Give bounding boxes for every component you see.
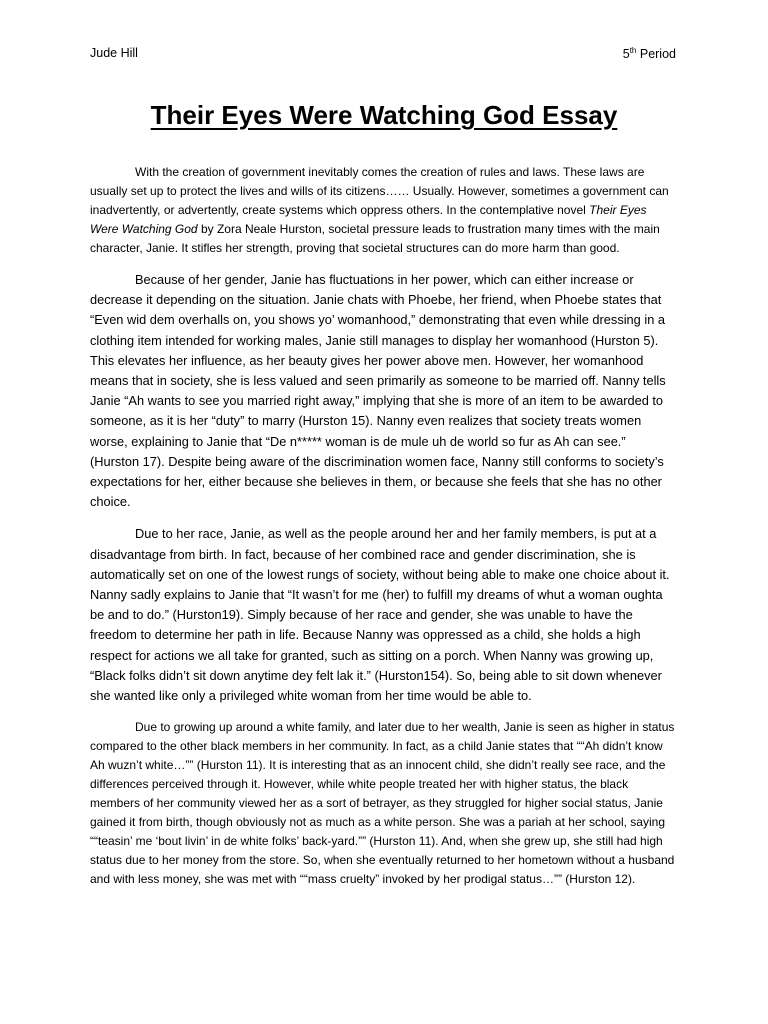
paragraph-text: With the creation of government inevitably comes the creation of rules and laws. These laws are usually set up to protect the lives and wills of its citizens…… Usually. However, sometimes a government can inadvertently, or advertently, create systems which oppress others. In the contemplative novel	[90, 165, 669, 217]
paragraph-text: by Zora Neale Hurston, societal pressure leads to frustration many times with the main character, Janie. It stifles her strength, proving that societal structures can do more harm than good.	[90, 222, 660, 255]
book-title-italic: Their Eyes Were Watching God	[90, 203, 647, 236]
paragraph-text: Due to her race, Janie, as well as the people around her and her family members, is put at a disadvantage from birth. In fact, because of her combined race and gender discrimination, she is automatically set on one of the lowest rungs of society, without being able to make one choice about it. Nanny sadly explains to Janie that “It wasn’t for me (her) to fulfill my dreams of whut a woman oughta be and to do.” (Hurston19). Simply because of her race and gender, she was unable to have the freedom to determine her path in life. Because Nanny was oppressed as a child, she holds a high respect for actions we all take for granted, such as sitting on a porch. When Nanny was growing up, “Black folks didn’t sit down anytime dey felt lak it.” (Hurston154). So, being able to sit down whenever she wanted like only a privileged white woman from her time would be able to.	[90, 526, 670, 704]
period-label: Period	[639, 47, 676, 61]
period-ordinal-suffix: th	[629, 46, 637, 55]
essay-title: Their Eyes Were Watching God Essay	[150, 100, 618, 130]
paragraph-status	[90, 718, 676, 889]
period-number: 5	[622, 47, 630, 61]
class-period	[623, 46, 676, 61]
essay-body	[90, 163, 676, 901]
paragraph-text: Due to growing up around a white family, and later due to her wealth, Janie is seen as higher in status compared to the other black members in her community. In fact, as a child Janie states that ““Ah didn’t know Ah wuzn’t white…”” (Hurston 11). It is interesting that as an innocent child, she didn’t really see race, and the differences perceived through it. However, while white people treated her with higher status, the black members of her community viewed her as a sort of betrayer, as they struggled for higher social status, Janie gained it from birth, though obviously not as much as a white person. She was a pariah at her school, saying ““teasin’ me ‘bout livin’ in de white folks’ back-yard.”” (Hurston 11). And, when she grew up, she still had high status due to her money from the store. So, when she eventually returned to her hometown without a husband and with less money, she was met with ““mass cruelty” invoked by her prodigal status…”” (Hurston 12).	[90, 720, 675, 887]
paragraph-gender	[90, 270, 676, 512]
author-name: Jude Hill	[90, 46, 138, 60]
paragraph-race	[90, 524, 676, 706]
paragraph-text: Because of her gender, Janie has fluctuations in her power, which can either increase or decrease it depending on the situation. Janie chats with Phoebe, her friend, when Phoebe states that “Even wid dem overhalls on, you shows yo’ womanhood,” demonstrating that even while dressing in a clothing item intended for working males, Janie still manages to display her womanhood (Hurston 5). This elevates her influence, as her beauty gives her power above men. However, her womanhood means that in society, she is less valued and seen primarily as someone to be married off. Nanny tells Janie “Ah wants to see you married right away,” implying that she is more of an item to be awarded to someone, as it is her “duty” to marry (Hurston 15). Nanny even realizes that society treats women worse, explaining to Janie that “De n***** woman is de mule uh de world so fur as Ah can see.” (Hurston 17). Despite being aware of the discrimination women face, Nanny still conforms to society’s expectations for her, either because she believes in them, or because she feels that she has no other choice.	[90, 272, 666, 510]
paragraph-intro	[90, 163, 676, 258]
